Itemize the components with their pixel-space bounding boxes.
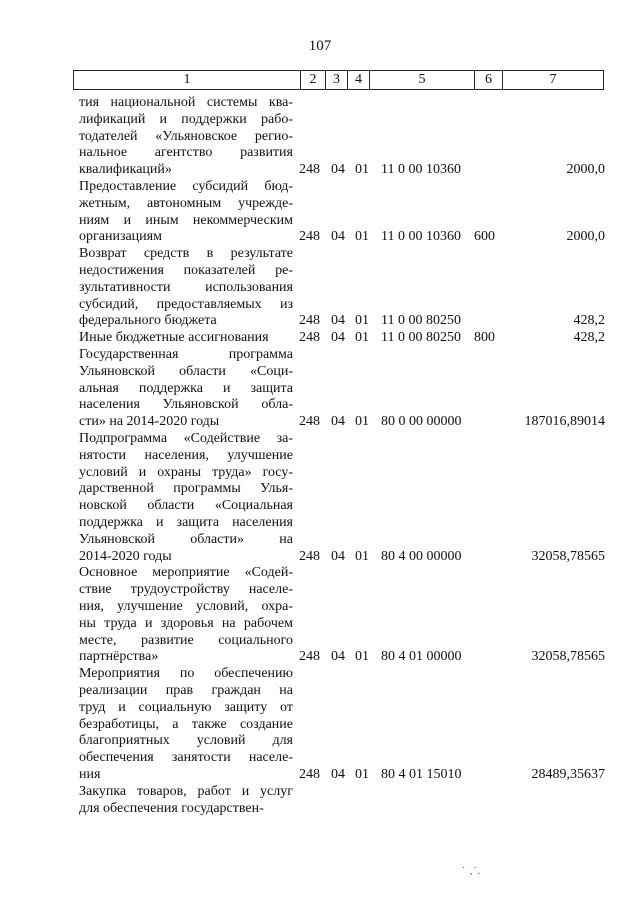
description-line: труд и социальную защиту от bbox=[79, 699, 293, 715]
target-article-code: 80 0 00 00000 bbox=[381, 414, 462, 430]
description-line: дарственной программы Улья- bbox=[79, 481, 293, 497]
target-article-code: 80 4 00 00000 bbox=[381, 548, 462, 564]
header-col-4: 4 bbox=[348, 71, 370, 90]
header-col-1: 1 bbox=[74, 71, 301, 90]
section-code: 04 bbox=[331, 229, 345, 245]
subsection-code: 01 bbox=[355, 766, 369, 782]
section-code: 04 bbox=[331, 162, 345, 178]
row-description bbox=[79, 431, 293, 565]
grbs-code: 248 bbox=[299, 229, 320, 245]
grbs-code: 248 bbox=[299, 414, 320, 430]
expense-type-code: 800 bbox=[474, 330, 495, 346]
header-col-7: 7 bbox=[503, 71, 604, 90]
header-col-6: 6 bbox=[475, 71, 503, 90]
row-description bbox=[79, 330, 293, 347]
description-line: безработицы, а также создание bbox=[79, 716, 293, 732]
grbs-code: 248 bbox=[299, 649, 320, 665]
description-line: Закупка товаров, работ и услуг bbox=[79, 783, 293, 799]
description-line: Основное мероприятие «Содей- bbox=[79, 565, 293, 581]
amount-value: 428,2 bbox=[573, 313, 605, 329]
row-description bbox=[79, 666, 293, 784]
amount-value: 28489,35637 bbox=[531, 766, 605, 782]
description-line: месте, развитие социального bbox=[79, 632, 293, 648]
description-line: ствие трудоустройству населе- bbox=[79, 582, 293, 598]
description-line: Мероприятия по обеспечению bbox=[79, 666, 293, 682]
subsection-code: 01 bbox=[355, 548, 369, 564]
description-line: реализации прав граждан на bbox=[79, 682, 293, 698]
target-article-code: 11 0 00 10360 bbox=[381, 162, 461, 178]
amount-value: 187016,89014 bbox=[524, 414, 605, 430]
description-line: федерального бюджета bbox=[79, 313, 217, 329]
grbs-code: 248 bbox=[299, 313, 320, 329]
header-col-2: 2 bbox=[301, 71, 326, 90]
description-line: благоприятных условий для bbox=[79, 733, 293, 749]
subsection-code: 01 bbox=[355, 229, 369, 245]
row-description bbox=[79, 784, 293, 818]
description-line: жетным, автономным учрежде- bbox=[79, 195, 293, 211]
description-line: ния, улучшение условий, охра- bbox=[79, 598, 293, 614]
description-line: квалификаций» bbox=[79, 162, 172, 178]
header-col-3: 3 bbox=[326, 71, 348, 90]
description-line: Возврат средств в результате bbox=[79, 246, 293, 262]
subsection-code: 01 bbox=[355, 649, 369, 665]
description-line: условий и охраны труда» госу- bbox=[79, 464, 293, 480]
section-code: 04 bbox=[331, 414, 345, 430]
section-code: 04 bbox=[331, 330, 345, 346]
grbs-code: 248 bbox=[299, 162, 320, 178]
description-line: для обеспечения государствен- bbox=[79, 800, 264, 816]
description-line: сти» на 2014-2020 годы bbox=[79, 414, 220, 430]
description-line: альная поддержка и защита bbox=[79, 380, 293, 396]
subsection-code: 01 bbox=[355, 414, 369, 430]
description-line: ния bbox=[79, 766, 101, 782]
description-line: партнёрства» bbox=[79, 649, 159, 665]
description-line: поддержка и защита населения bbox=[79, 514, 293, 530]
amount-value: 32058,78565 bbox=[531, 548, 605, 564]
description-line: Подпрограмма «Содействие за- bbox=[79, 431, 293, 446]
row-description bbox=[79, 246, 293, 330]
description-line: зультативности использования bbox=[79, 279, 293, 295]
expense-type-code: 600 bbox=[474, 229, 495, 245]
description-line: ниям и иным некоммерческим bbox=[79, 212, 293, 228]
description-line: 2014-2020 годы bbox=[79, 548, 172, 564]
description-line: новской области «Социальная bbox=[79, 498, 293, 514]
grbs-code: 248 bbox=[299, 330, 320, 346]
row-description bbox=[79, 565, 293, 666]
subsection-code: 01 bbox=[355, 313, 369, 329]
section-code: 04 bbox=[331, 766, 345, 782]
description-line: Государственная программа bbox=[79, 347, 293, 362]
description-line: Ульяновской области» на bbox=[79, 531, 293, 547]
description-line: организациям bbox=[79, 229, 162, 245]
description-line: нятости населения, улучшение bbox=[79, 447, 293, 463]
description-line: лификаций и поддержки рабо- bbox=[79, 111, 293, 127]
description-line: ны труда и здоровья на рабочем bbox=[79, 615, 293, 631]
section-code: 04 bbox=[331, 649, 345, 665]
description-line: тия национальной системы ква- bbox=[79, 95, 293, 110]
grbs-code: 248 bbox=[299, 548, 320, 564]
description-line: обеспечения занятости населе- bbox=[79, 750, 293, 766]
description-line: недостижения показателей ре- bbox=[79, 262, 293, 278]
amount-value: 428,2 bbox=[573, 330, 605, 346]
amount-value: 32058,78565 bbox=[531, 649, 605, 665]
page-number: 107 bbox=[308, 38, 332, 54]
description-line: тодателей «Ульяновское регио- bbox=[79, 128, 293, 144]
target-article-code: 11 0 00 10360 bbox=[381, 229, 461, 245]
target-article-code: 80 4 01 15010 bbox=[381, 766, 462, 782]
description-line: Предоставление субсидий бюд- bbox=[79, 179, 293, 194]
description-line: Иные бюджетные ассигнования bbox=[79, 330, 269, 346]
header-col-5: 5 bbox=[370, 71, 475, 90]
row-description bbox=[79, 179, 293, 246]
target-article-code: 80 4 01 00000 bbox=[381, 649, 462, 665]
amount-value: 2000,0 bbox=[566, 162, 605, 178]
table-header bbox=[73, 70, 604, 90]
subsection-code: 01 bbox=[355, 330, 369, 346]
grbs-code: 248 bbox=[299, 766, 320, 782]
description-line: Ульяновской области «Соци- bbox=[79, 363, 293, 379]
scan-specks: ˙ ,˙. bbox=[462, 866, 482, 877]
description-line: нальное агентство развития bbox=[79, 145, 293, 161]
amount-value: 2000,0 bbox=[566, 229, 605, 245]
row-description bbox=[79, 347, 293, 431]
subsection-code: 01 bbox=[355, 162, 369, 178]
description-line: населения Ульяновской обла- bbox=[79, 397, 293, 413]
description-line: субсидий, предоставляемых из bbox=[79, 296, 293, 312]
target-article-code: 11 0 00 80250 bbox=[381, 330, 461, 346]
row-description bbox=[79, 95, 293, 179]
section-code: 04 bbox=[331, 548, 345, 564]
target-article-code: 11 0 00 80250 bbox=[381, 313, 461, 329]
section-code: 04 bbox=[331, 313, 345, 329]
